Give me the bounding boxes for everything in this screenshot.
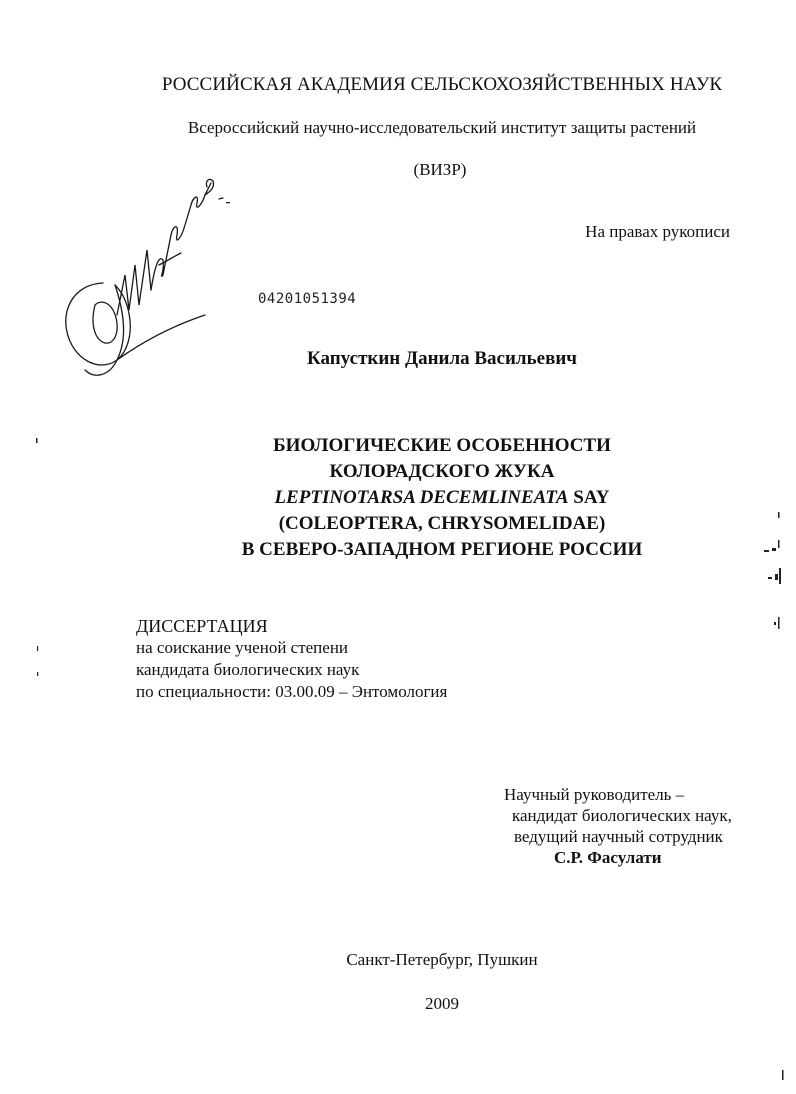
title-line-5: В СЕВЕРО-ЗАПАДНОМ РЕГИОНЕ РОССИИ [241,539,643,560]
dissertation-line-1: на соискание ученой степени [136,638,349,657]
advisor-position: ведущий научный сотрудник [514,827,723,846]
dissertation-title [0,433,796,563]
author-name: Капусткин Данила Васильевич [307,348,577,369]
academy-name: РОССИЙСКАЯ АКАДЕМИЯ СЕЛЬСКОХОЗЯЙСТВЕННЫХ НАУК [161,74,723,95]
title-line-4: (COLEOPTERA, CHRYSOMELIDAE) [278,513,606,534]
species-author: SAY [568,487,610,508]
rights-note: На правах рукописи [585,222,730,241]
advisor-degree: кандидат биологических наук, [512,806,732,825]
dissertation-heading: ДИССЕРТАЦИЯ [136,616,268,636]
title-line-1: БИОЛОГИЧЕСКИЕ ОСОБЕННОСТИ [273,435,611,456]
dissertation-line-3: по специальности: 03.00.09 – Энтомология [136,682,448,701]
institute-abbreviation: (ВИЗР) [413,160,467,179]
registration-number: 04201051394 [258,291,357,307]
title-line-3 [0,485,796,511]
dissertation-info [136,615,447,703]
advisor-info [504,784,732,868]
city: Санкт-Петербург, Пушкин [346,950,538,969]
institute-name: Всероссийский научно-исследовательский институт защиты растений [187,118,697,137]
advisor-role: Научный руководитель – [504,785,685,804]
title-line-2: КОЛОРАДСКОГО ЖУКА [329,461,555,482]
advisor-name: С.Р. Фасулати [554,848,662,867]
dissertation-line-2: кандидата биологических наук [136,660,360,679]
species-name: LEPTINOTARSA DECEMLINEATA [274,487,569,508]
year: 2009 [425,994,459,1013]
